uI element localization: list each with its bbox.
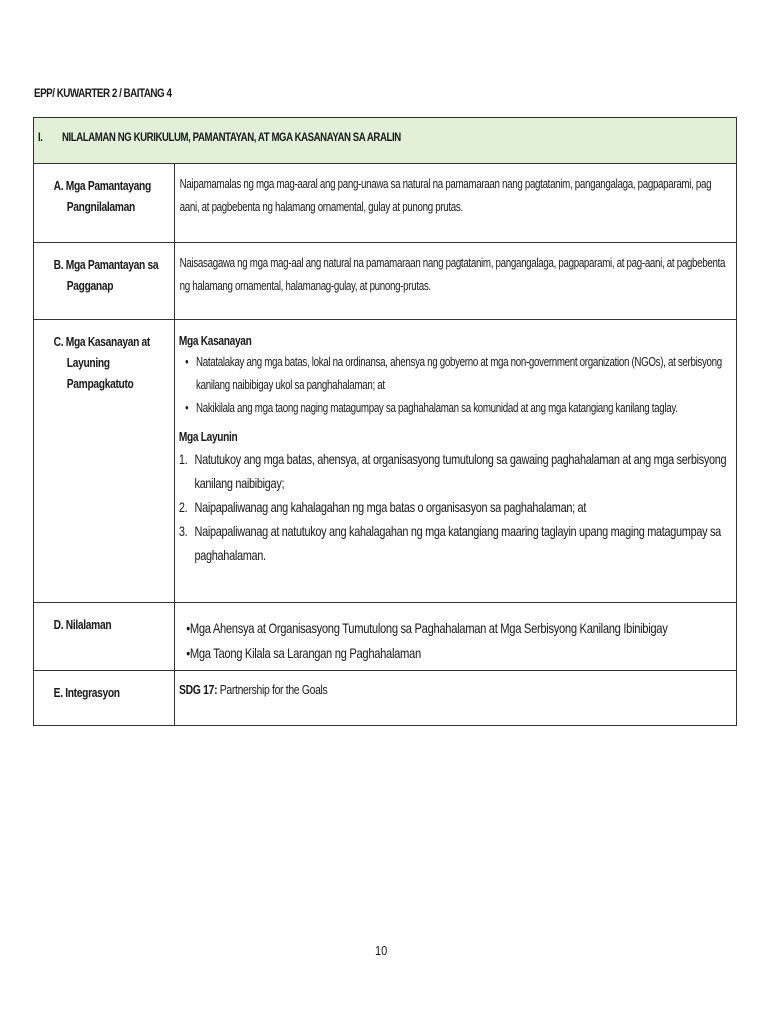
- bullet-icon: •: [186, 645, 190, 661]
- list-item-text: Naipapaliwanag ang kahalagahan ng mga batas o organisasyon sa paghahalaman; at: [194, 499, 587, 515]
- row-label-line: Layuning: [66, 356, 110, 370]
- row-nilalaman: [34, 603, 737, 671]
- list-item: [186, 641, 746, 666]
- label-cell: [34, 243, 175, 320]
- row-label: [34, 243, 173, 297]
- row-label: [34, 671, 173, 704]
- list-item: [179, 447, 737, 495]
- row-label-line: Pampagkatuto: [66, 377, 134, 391]
- list-item: [179, 351, 737, 397]
- list-item: [179, 519, 737, 567]
- section-header-cell: [34, 118, 737, 164]
- row-pamantayang-pangnilalaman: [34, 164, 737, 243]
- list-item-text: Natutukoy ang mga batas, ahensya, at organisasyong tumutulong sa gawaing paghahalaman at ang mga serbisyong kanilang naibibigay;: [194, 451, 727, 491]
- section-title-text: NILALAMAN NG KURIKULUM, PAMANTAYAN, AT MGA KASANAYAN SA ARALIN: [62, 130, 401, 144]
- row-label-line: C. Mga Kasanayan at: [53, 335, 150, 349]
- list-number: 1.: [178, 451, 188, 467]
- list-item-text: Mga Taong Kilala sa Larangan ng Paghahalaman: [189, 645, 421, 661]
- document-header: EPP/ KUWARTER 2 / BAITANG 4: [34, 86, 172, 100]
- content-cell: [175, 320, 737, 603]
- row-label-line: Pangnilalaman: [66, 200, 135, 214]
- row-text: Naisasagawa ng mga mag-aal ang natural na pamamaraan nang pagtatanim, pangangalaga, pagpaparami, at pag-aani, at pagbebenta ng halamang ornamental, halamanag-gulay, at punong-prutas.: [179, 256, 726, 293]
- row-label: [34, 164, 173, 218]
- row-label: [34, 603, 173, 636]
- kasanayan-layunin-content: [175, 320, 737, 567]
- section-header-row: [34, 118, 737, 164]
- content-cell: [175, 164, 737, 243]
- row-text: Naipamamalas ng mga mag-aaral ang pang-unawa sa natural na pamamaraan nang pagtatanim, pangangalaga, pagpaparami, pag aani, at pagbebenta ng halamang ornamental, gulay at punong prutas.: [179, 177, 712, 214]
- list-number: 2.: [178, 499, 188, 515]
- row-label-line: D. Nilalaman: [53, 618, 112, 632]
- page-number: 10: [375, 943, 388, 958]
- label-cell: [34, 320, 175, 603]
- label-cell: [34, 164, 175, 243]
- kasanayan-heading: Mga Kasanayan: [178, 333, 252, 348]
- content-cell: [175, 603, 737, 671]
- row-label-line: E. Integrasyon: [53, 686, 120, 700]
- section-number: I.: [38, 130, 43, 144]
- row-kasanayan-at-layunin: [34, 320, 737, 603]
- content-cell: [175, 243, 737, 320]
- bullet-icon: •: [186, 620, 190, 636]
- bullet-icon: •: [185, 355, 189, 369]
- bullet-icon: •: [185, 401, 189, 415]
- list-number: 3.: [178, 523, 188, 539]
- list-item-text: Nakikilala ang mga taong naging matagumpay sa paghahalaman sa komunidad at ang mga katangiang kanilang taglay.: [196, 401, 678, 415]
- list-item: [179, 397, 737, 420]
- list-item: [186, 616, 746, 641]
- section-title: [34, 118, 596, 144]
- row-label-line: Pagganap: [66, 279, 114, 293]
- list-item: [179, 495, 737, 519]
- label-cell: [34, 603, 175, 671]
- row-pamantayan-sa-pagganap: [34, 243, 737, 320]
- layunin-heading: Mga Layunin: [178, 429, 238, 444]
- row-integrasyon: [34, 671, 737, 726]
- list-item-text: Natatalakay ang mga batas, lokal na ordinansa, ahensya ng gobyerno at mga non-government organization (NGOs), at serbisyong kanilang naibibigay ukol sa panghahalaman; at: [196, 355, 722, 392]
- sdg-text: Partnership for the Goals: [217, 682, 328, 697]
- row-label-line: B. Mga Pamantayan sa: [53, 258, 159, 272]
- nilalaman-content: [175, 603, 746, 666]
- list-item-text: Mga Ahensya at Organisasyong Tumutulong sa Paghahalaman at Mga Serbisyong Kanilang Ibinibigay: [189, 620, 668, 636]
- content-cell: [175, 671, 737, 726]
- label-cell: [34, 671, 175, 726]
- sdg-label: SDG 17:: [179, 682, 218, 697]
- row-label: [34, 320, 173, 395]
- row-label-line: A. Mga Pamantayang: [53, 179, 151, 193]
- list-item-text: Naipapaliwanag at natutukoy ang kahalagahan ng mga katangiang maaring taglayin upang maging matagumpay sa paghahalaman.: [194, 523, 721, 563]
- curriculum-table: [33, 117, 737, 726]
- integrasyon-content: [175, 671, 624, 697]
